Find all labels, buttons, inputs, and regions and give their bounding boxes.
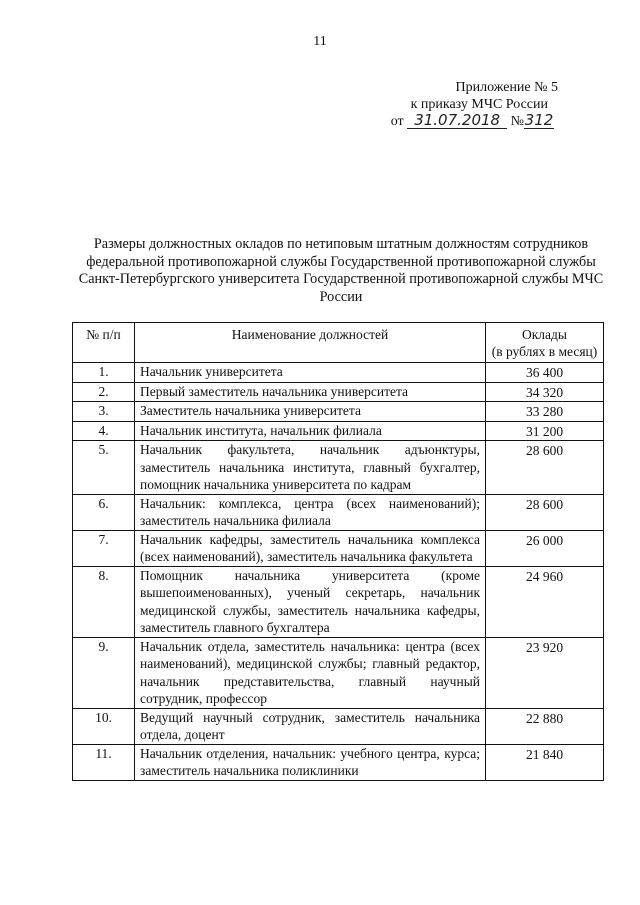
row-salary: 34 320 [486,382,604,402]
table-row [73,441,604,495]
row-num: 6. [73,494,135,530]
table-row [73,744,604,780]
table-row [73,530,604,566]
row-salary: 26 000 [486,530,604,566]
row-salary: 23 920 [486,637,604,708]
page-number: 11 [313,34,327,49]
table-header-row [73,323,604,363]
row-position-name: Начальник: комплекса, центра (всех наименований); заместитель начальника филиала [135,494,486,530]
salary-table [72,322,604,781]
row-position-name: Начальник отделения, начальник: учебного центра, курса; заместитель начальника поликлиники [135,744,486,780]
row-num: 3. [73,402,135,422]
document-title: Размеры должностных окладов по нетиповым штатным должностям сотрудников федеральной противопожарной службы Государственной противопожарной службы Санкт-Петербургского университета Государственной противопожарной службы МЧС России [78,236,604,305]
header-salary-line1: Оклады [522,327,567,342]
table-row [73,421,604,441]
table-row [73,637,604,708]
row-salary: 24 960 [486,566,604,637]
row-salary: 22 880 [486,708,604,744]
row-position-name: Начальник отдела, заместитель начальника: центра (всех наименований), медицинской службы; главный редактор, начальник представительства, главный научный сотрудник, профессор [135,637,486,708]
table-row [73,708,604,744]
row-num: 10. [73,708,135,744]
appendix-date: 31.07.2018 [407,113,507,129]
table-row [73,402,604,422]
header-salary [486,323,604,363]
appendix-from-label: от [390,114,404,129]
row-salary: 21 840 [486,744,604,780]
header-name: Наименование должностей [135,323,486,363]
row-num: 5. [73,441,135,495]
appendix-order-ref: к приказу МЧС России [410,97,548,112]
table-row [73,363,604,383]
table-row [73,382,604,402]
row-position-name: Начальник института, начальник филиала [135,421,486,441]
row-num: 7. [73,530,135,566]
row-salary: 28 600 [486,441,604,495]
row-position-name: Заместитель начальника университета [135,402,486,422]
row-position-name: Первый заместитель начальника университета [135,382,486,402]
appendix-title: Приложение № 5 [455,80,558,95]
appendix-block [380,79,580,130]
table-row [73,566,604,637]
row-position-name: Начальник университета [135,363,486,383]
appendix-number-label: № [510,114,524,129]
row-salary: 28 600 [486,494,604,530]
row-num: 9. [73,637,135,708]
row-num: 1. [73,363,135,383]
row-salary: 31 200 [486,421,604,441]
row-salary: 33 280 [486,402,604,422]
row-position-name: Начальник факультета, начальник адъюнктуры, заместитель начальника института, главный бухгалтер, помощник начальника университета по кадрам [135,441,486,495]
row-num: 8. [73,566,135,637]
appendix-date-line [380,113,580,130]
row-salary: 36 400 [486,363,604,383]
row-num: 11. [73,744,135,780]
header-salary-line2: (в рублях в месяц) [491,344,598,359]
row-position-name: Начальник кафедры, заместитель начальника комплекса (всех наименований), заместитель начальника факультета [135,530,486,566]
appendix-number: 312 [524,111,554,129]
table-row [73,494,604,530]
row-position-name: Помощник начальника университета (кроме вышепоименованных), ученый секретарь, начальник медицинской службы, заместитель начальника кафедры, заместитель главного бухгалтера [135,566,486,637]
row-position-name: Ведущий научный сотрудник, заместитель начальника отдела, доцент [135,708,486,744]
table-body [73,363,604,781]
row-num: 4. [73,421,135,441]
row-num: 2. [73,382,135,402]
header-num: № п/п [73,323,135,363]
